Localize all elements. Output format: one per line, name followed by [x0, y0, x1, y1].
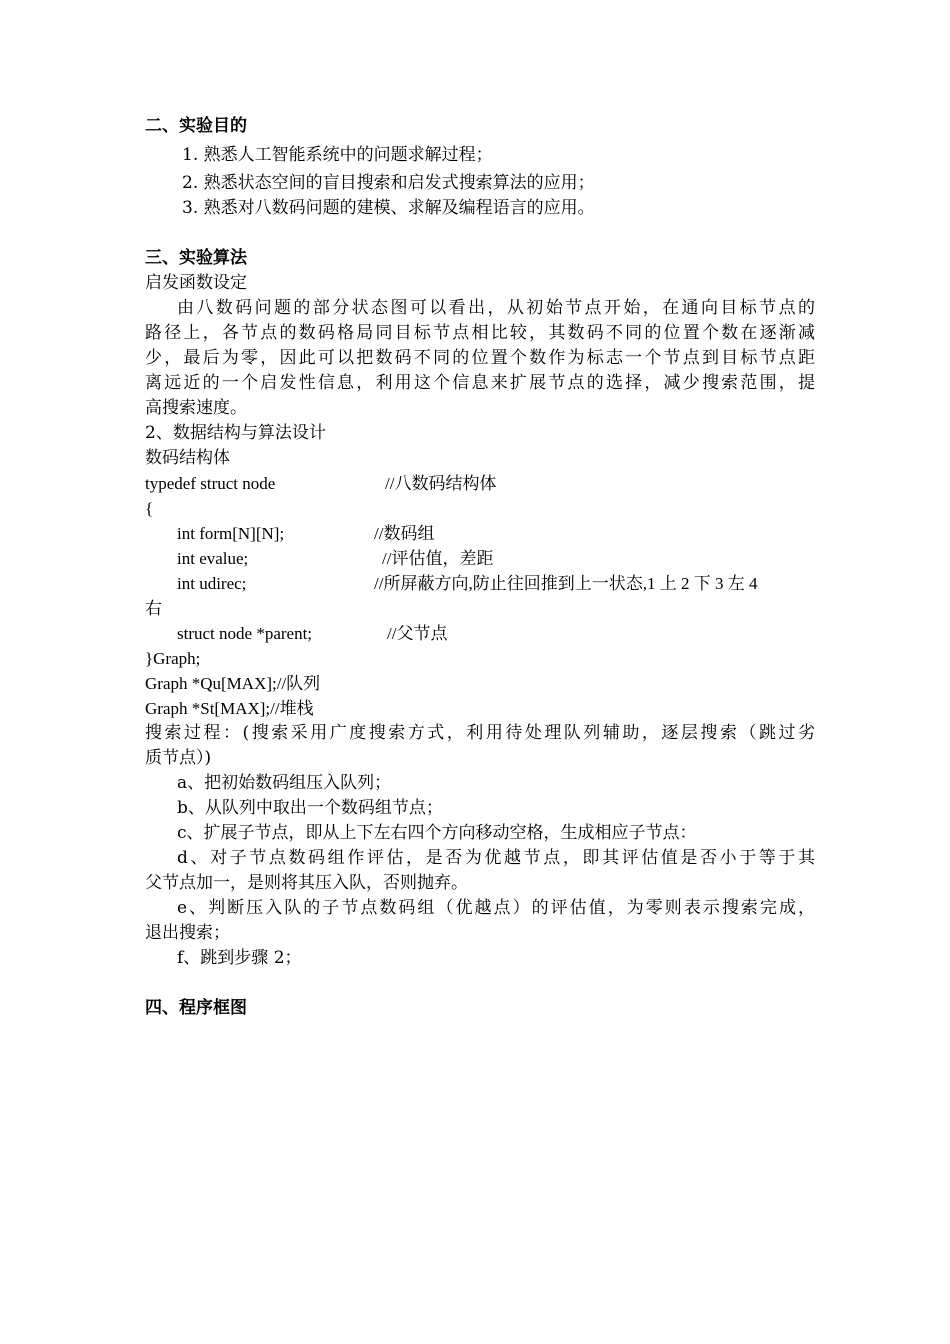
code-line: [177, 546, 847, 571]
code-line: Graph *Qu[MAX];//队列: [145, 674, 321, 693]
section-heading-flowchart: 四、程序框图: [145, 998, 247, 1018]
code-text: int form[N][N];: [177, 524, 285, 543]
step-e: e、判断压入队的子节点数码组（优越点）的评估值，为零则表示搜索完成，: [177, 898, 815, 918]
purpose-item-2: 2. 熟悉状态空间的盲目搜索和启发式搜索算法的应用；: [182, 173, 595, 193]
code-text: typedef struct node: [145, 474, 276, 493]
subheading-data-structure: 2、数据结构与算法设计: [145, 423, 326, 443]
code-line: }Graph;: [145, 649, 201, 668]
code-line: [177, 621, 847, 646]
section-heading-purpose: 二、实验目的: [145, 116, 247, 136]
step-b: b、从队列中取出一个数码组节点；: [177, 798, 443, 818]
code-line: {: [145, 499, 154, 518]
code-line: Graph *St[MAX];//堆栈: [145, 699, 314, 718]
code-text: int evalue;: [177, 549, 249, 568]
step-e-cont: 退出搜索；: [145, 923, 230, 943]
step-f: f、跳到步骤 2；: [177, 948, 302, 968]
purpose-item-3: 3. 熟悉对八数码问题的建模、求解及编程语言的应用。: [182, 198, 595, 218]
step-c: c、扩展子节点，即从上下左右四个方向移动空格，生成相应子节点：: [177, 823, 697, 843]
search-intro-line: 质节点）): [145, 748, 212, 768]
subheading-heuristic: 启发函数设定: [145, 273, 247, 293]
code-comment: //所屏蔽方向,防止往回推到上一状态,1 上 2 下 3 左 4: [374, 574, 758, 593]
code-text: struct node *parent;: [177, 624, 313, 643]
section-heading-algorithm: 三、实验算法: [145, 248, 247, 268]
step-d: d、对子节点数码组作评估，是否为优越节点，即其评估值是否小于等于其: [177, 848, 815, 868]
purpose-item-1: 1. 熟悉人工智能系统中的问题求解过程；: [182, 145, 493, 165]
code-line: [177, 571, 847, 596]
paragraph-line: 路径上，各节点的数码格局同目标节点相比较，其数码不同的位置个数在逐渐减: [145, 323, 815, 343]
code-comment: //八数码结构体: [385, 474, 497, 493]
step-a: a、把初始数码组压入队列；: [177, 773, 392, 793]
code-line: 右: [145, 599, 162, 618]
code-line: [177, 521, 847, 546]
code-text: int udirec;: [177, 574, 247, 593]
paragraph-line: 离远近的一个启发性信息，利用这个信息来扩展节点的选择，减少搜索范围，提: [145, 373, 815, 393]
paragraph-line: 由八数码问题的部分状态图可以看出，从初始节点开始，在通向目标节点的: [177, 298, 815, 318]
code-comment: //评估值，差距: [382, 549, 494, 568]
paragraph-line: 高搜索速度。: [145, 398, 247, 418]
search-intro-line: 搜索过程：(搜索采用广度搜索方式，利用待处理队列辅助，逐层搜索（跳过劣: [145, 723, 815, 743]
code-comment: //父节点: [387, 624, 448, 643]
step-d-cont: 父节点加一，是则将其压入队，否则抛弃。: [145, 873, 468, 893]
paragraph-line: 少，最后为零，因此可以把数码不同的位置个数作为标志一个节点到目标节点距: [145, 348, 815, 368]
code-line: [145, 471, 815, 496]
subheading-struct: 数码结构体: [145, 448, 230, 468]
code-comment: //数码组: [374, 524, 435, 543]
